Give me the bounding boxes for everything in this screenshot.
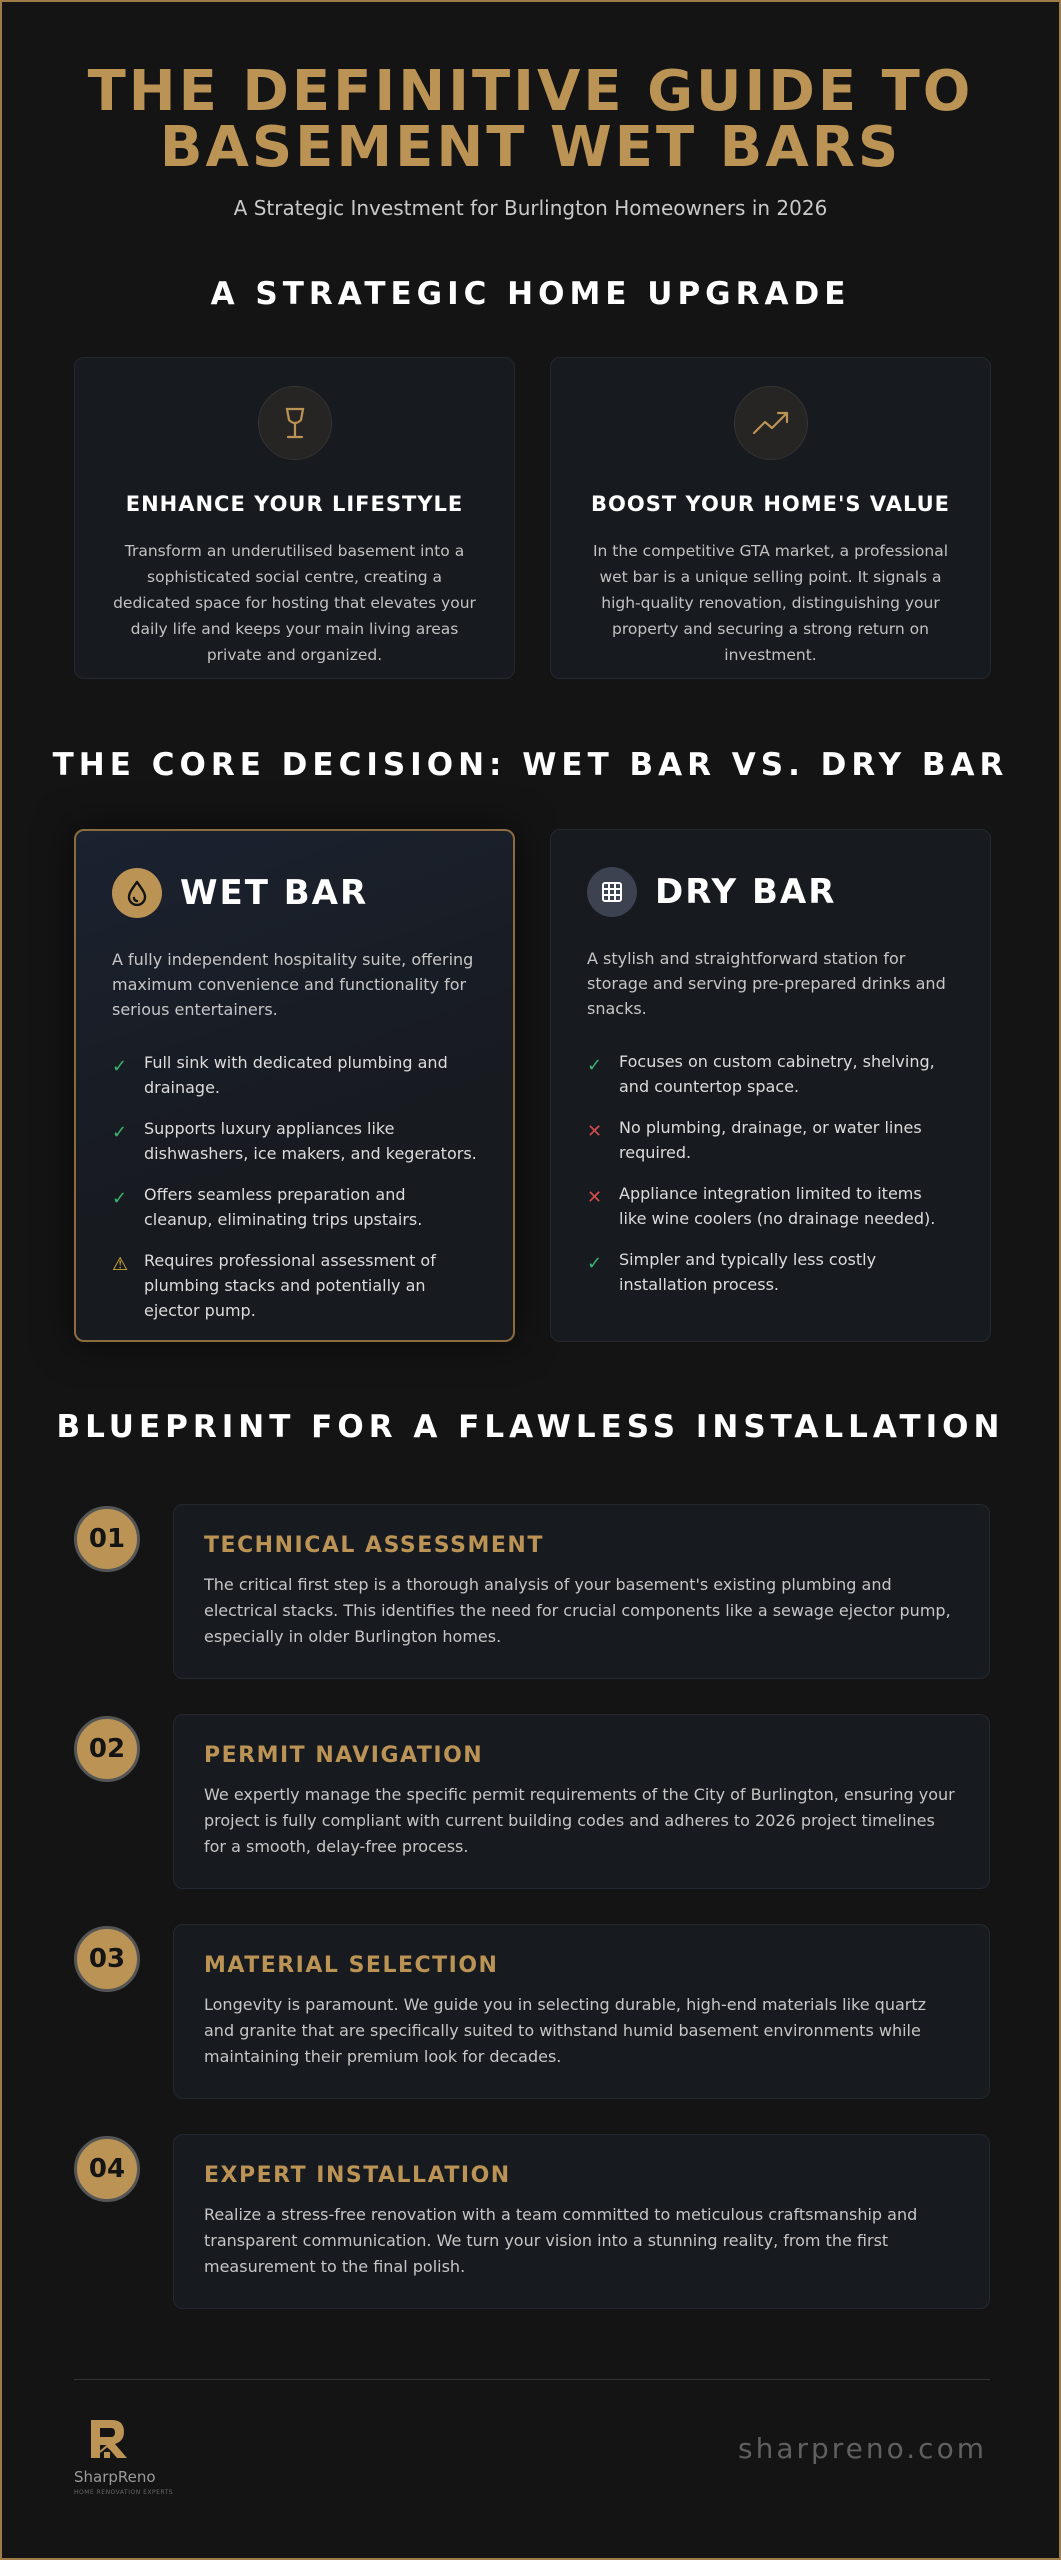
- logo-brand: Sharp: [74, 2468, 118, 2486]
- blueprint-section-title: BLUEPRINT FOR A FLAWLESS INSTALLATION: [56, 1409, 1005, 1445]
- feature-text: Full sink with dedicated plumbing and drainage.: [144, 1053, 448, 1097]
- step-text: Realize a stress-free renovation with a team committed to meticulous craftsmanship and transparent communication. We turn your vision into a stunning reality, from the first measurement to the final polish.: [204, 2205, 918, 2276]
- list-item: [112, 1248, 477, 1323]
- list-item: [587, 1181, 954, 1231]
- title-line-2: BASEMENT WET BARS: [159, 115, 902, 180]
- wet-bar-features: [112, 1050, 477, 1323]
- home-value-card-title: BOOST YOUR HOME'S VALUE: [591, 492, 950, 516]
- page-subtitle: A Strategic Investment for Burlington Homeowners in 2026: [233, 196, 828, 220]
- step-text: We expertly manage the specific permit requirements of the City of Burlington, ensuring your project is fully compliant with current building codes and adheres to 2026 project timelines for a smooth, delay-free process.: [204, 1785, 955, 1856]
- cross-icon: ✕: [587, 1187, 603, 1208]
- list-item: [112, 1050, 477, 1100]
- title-line-1: THE DEFINITIVE GUIDE TO: [87, 59, 974, 124]
- step-card-2: [173, 1714, 990, 1889]
- step-title: MATERIAL SELECTION: [204, 1953, 499, 1978]
- warning-icon: ⚠: [112, 1254, 129, 1275]
- list-item: [112, 1116, 477, 1166]
- logo-tagline: HOME RENOVATION EXPERTS: [74, 2489, 174, 2496]
- dry-bar-card: [550, 829, 991, 1342]
- dry-bar-description: A stylish and straightforward station for storage and serving pre-prepared drinks and snacks.: [587, 949, 946, 1018]
- water-drop-icon: [112, 868, 162, 918]
- check-icon: ✓: [112, 1188, 128, 1209]
- page-title: [2, 59, 1059, 180]
- step-number-1: 01: [74, 1506, 140, 1572]
- check-icon: ✓: [587, 1055, 603, 1076]
- wet-bar-description: A fully independent hospitality suite, offering maximum convenience and functionality for serious entertainers.: [112, 950, 474, 1019]
- feature-text: Appliance integration limited to items like wine coolers (no drainage needed).: [619, 1184, 936, 1228]
- trending-up-icon: [734, 386, 808, 460]
- step-card-4: [173, 2134, 990, 2309]
- wet-bar-title: WET BAR: [180, 873, 369, 913]
- list-item: [587, 1049, 954, 1099]
- home-value-card: [550, 357, 991, 679]
- lifestyle-card: [74, 357, 515, 679]
- footer-divider: [74, 2379, 990, 2380]
- feature-text: No plumbing, drainage, or water lines required.: [619, 1118, 922, 1162]
- cross-icon: ✕: [587, 1121, 603, 1142]
- step-number-2: 02: [74, 1716, 140, 1782]
- cabinet-grid-icon: [587, 867, 637, 917]
- lifestyle-card-text: Transform an underutilised basement into a sophisticated social centre, creating a dedicated space for hosting that elevates your daily life and keeps your main living areas private and organized.: [113, 542, 476, 664]
- step-text: The critical first step is a thorough analysis of your basement's existing plumbing and electrical stacks. This identifies the need for crucial components like a sewage ejector pump, especially in older Burlington homes.: [204, 1575, 951, 1646]
- logo-wordmark: [74, 2468, 174, 2486]
- home-value-card-text: In the competitive GTA market, a professional wet bar is a unique selling point. It signals a high-quality renovation, distinguishing your property and securing a strong return on investment.: [592, 542, 949, 664]
- list-item: [587, 1247, 954, 1297]
- check-icon: ✓: [112, 1056, 128, 1077]
- step-text: Longevity is paramount. We guide you in selecting durable, high-end materials like quartz and granite that are specifically suited to withstand humid basement environments while maintaining their premium look for decades.: [204, 1995, 927, 2066]
- step-title: EXPERT INSTALLATION: [204, 2163, 511, 2188]
- website-link[interactable]: sharpreno.com: [738, 2432, 987, 2465]
- feature-text: Focuses on custom cabinetry, shelving, and countertop space.: [619, 1052, 935, 1096]
- step-number-4: 04: [74, 2136, 140, 2202]
- step-card-3: [173, 1924, 990, 2099]
- feature-text: Supports luxury appliances like dishwashers, ice makers, and kegerators.: [144, 1119, 477, 1163]
- logo-brand-2: Reno: [117, 2468, 156, 2486]
- wet-bar-card: [74, 829, 515, 1342]
- lifestyle-card-title: ENHANCE YOUR LIFESTYLE: [125, 492, 464, 516]
- wine-glass-icon: [258, 386, 332, 460]
- feature-text: Offers seamless preparation and cleanup, eliminating trips upstairs.: [144, 1185, 423, 1229]
- feature-text: Requires professional assessment of plumbing stacks and potentially an ejector pump.: [144, 1251, 436, 1320]
- step-number-3: 03: [74, 1926, 140, 1992]
- dry-bar-title: DRY BAR: [655, 872, 837, 912]
- list-item: [112, 1182, 477, 1232]
- step-card-1: [173, 1504, 990, 1679]
- check-icon: ✓: [587, 1253, 603, 1274]
- step-title: PERMIT NAVIGATION: [204, 1743, 484, 1768]
- check-icon: ✓: [112, 1122, 128, 1143]
- dry-bar-features: [587, 1049, 954, 1297]
- upgrade-section-title: A STRATEGIC HOME UPGRADE: [210, 276, 851, 312]
- decision-section-title: THE CORE DECISION: WET BAR VS. DRY BAR: [52, 747, 1009, 783]
- list-item: [587, 1115, 954, 1165]
- feature-text: Simpler and typically less costly installation process.: [619, 1250, 877, 1294]
- step-title: TECHNICAL ASSESSMENT: [204, 1533, 544, 1558]
